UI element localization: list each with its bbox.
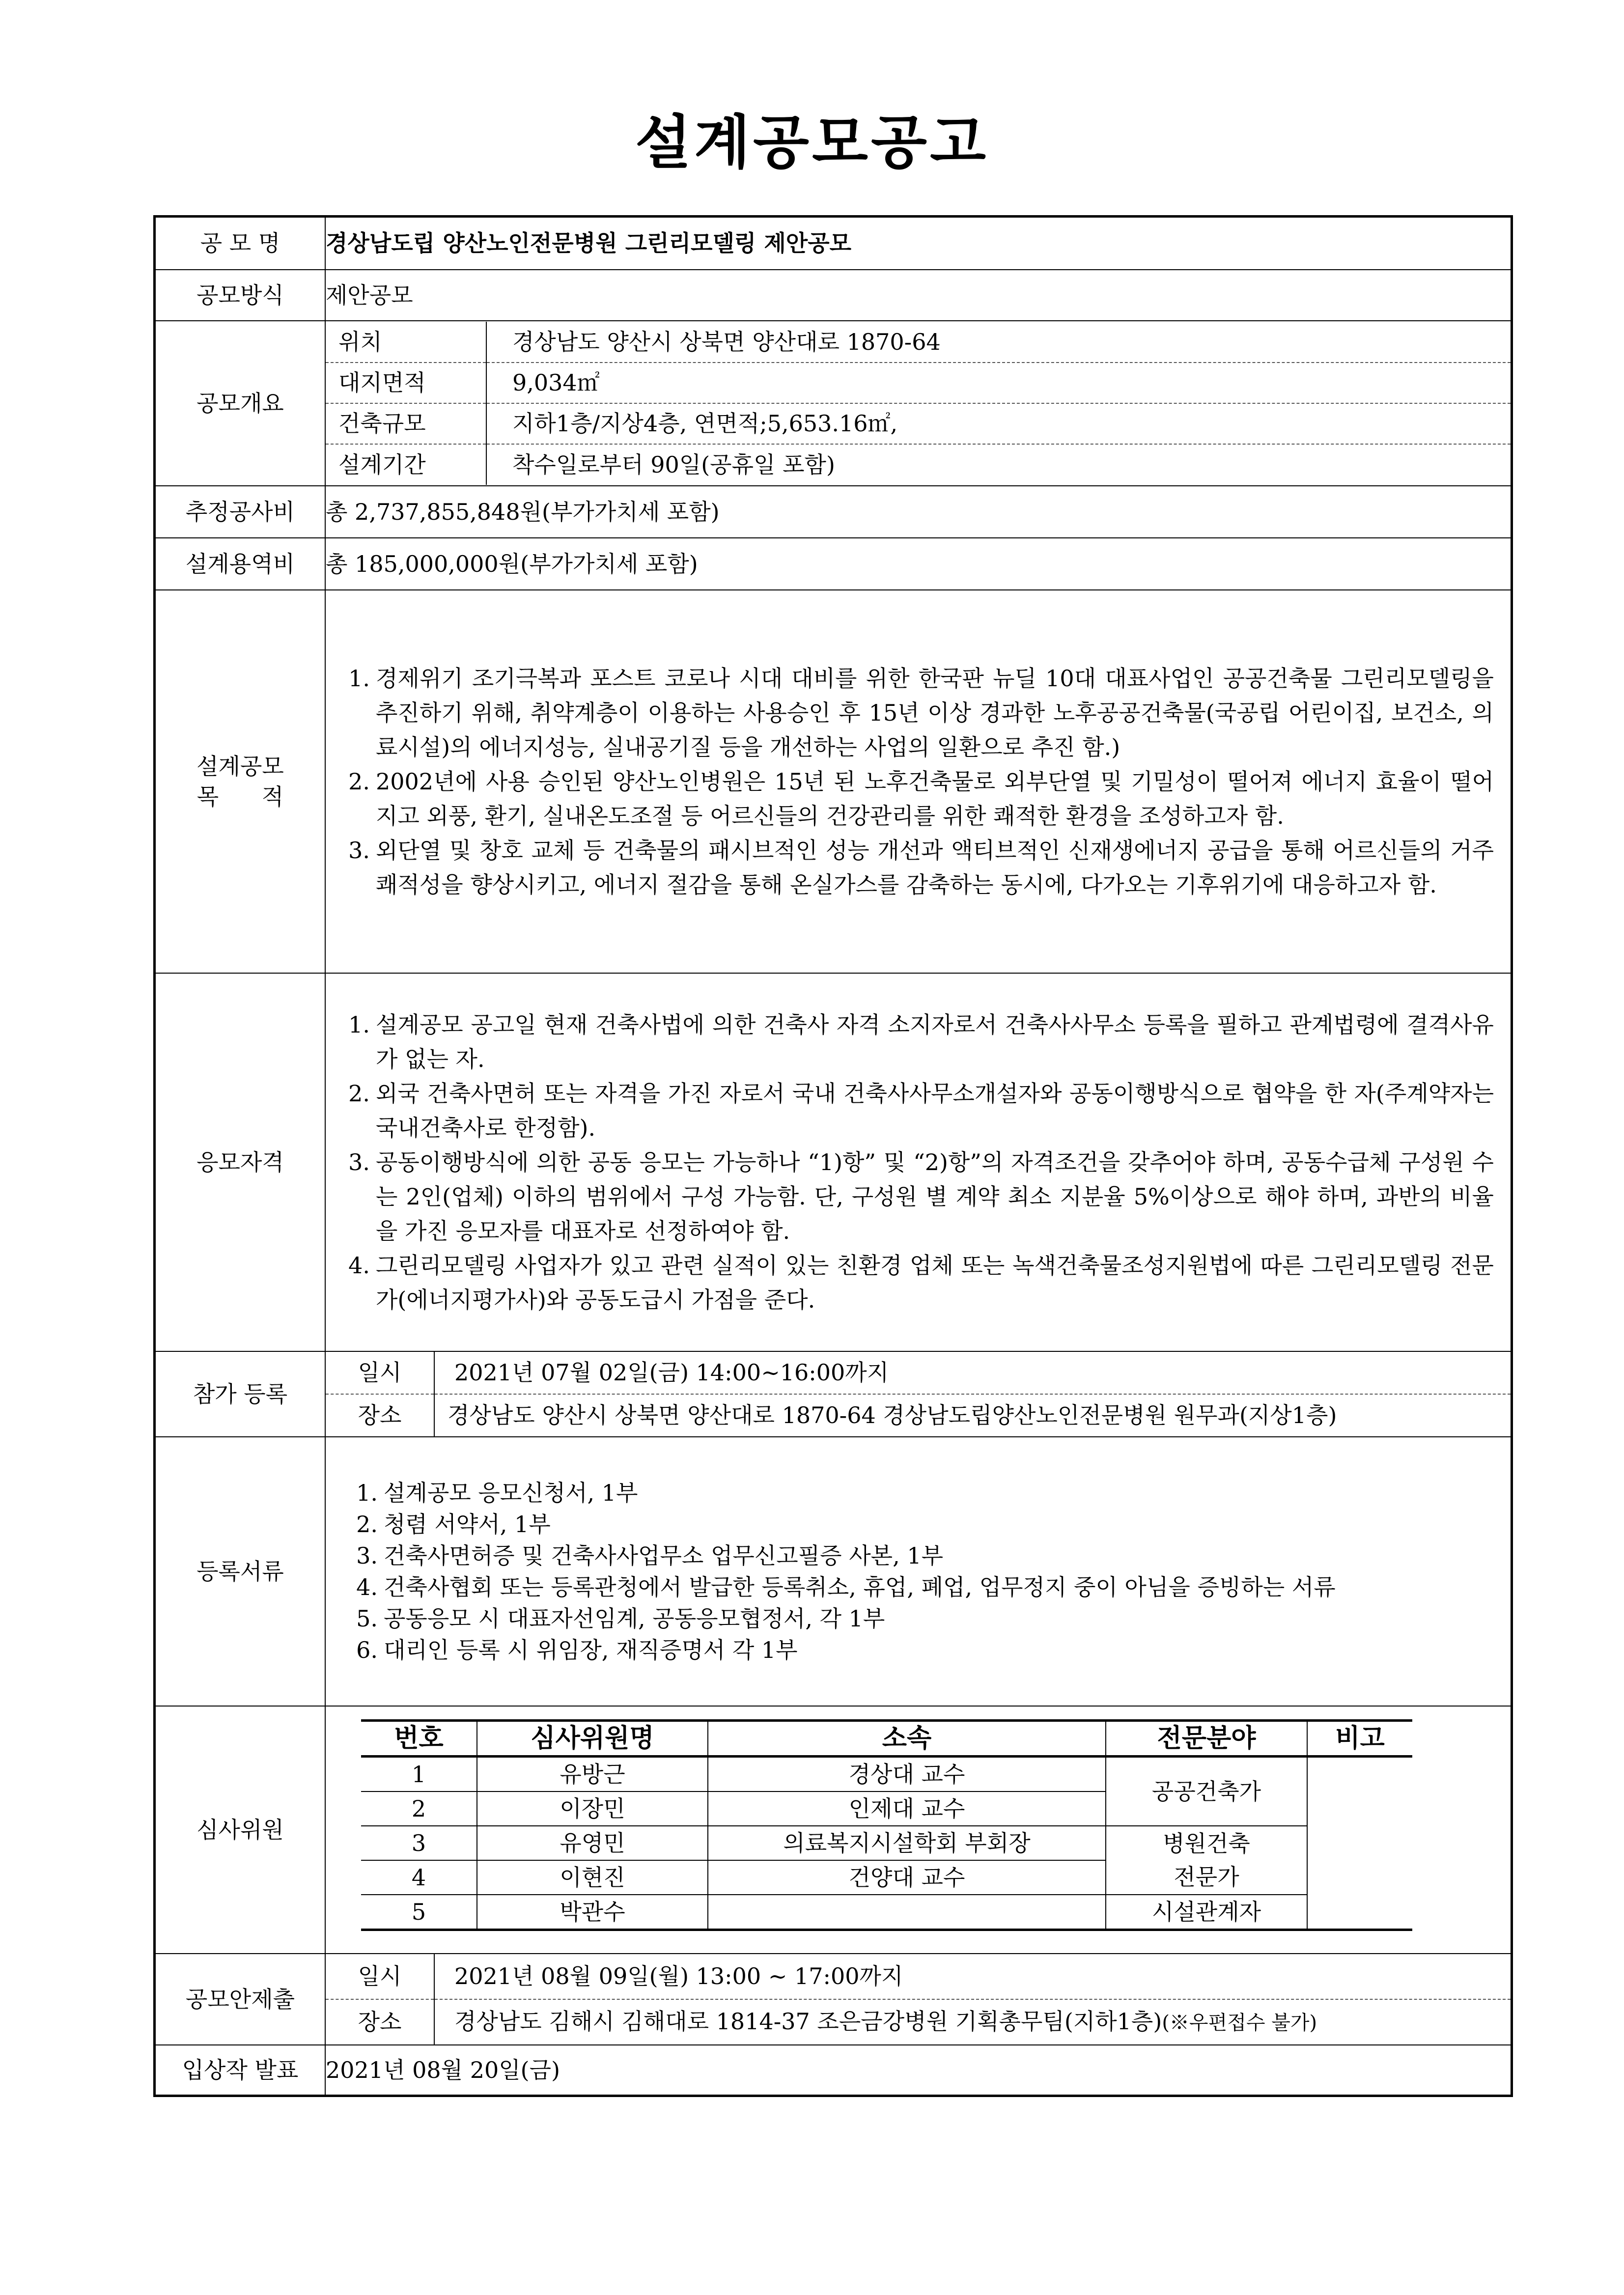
purpose-cell — [325, 590, 1512, 973]
list-item: 1. 경제위기 조기극복과 포스트 코로나 시대 대비를 위한 한국판 뉴딜 10대 대표사업인 공공건축물 그린리모델링을 추진하기 위해, 취약계층이 이용하는 사용승인 후 15년 이상 경과한 노후공공건축물(국공립 어린이집, 보건소, 의료시설)의 에너지성능, 실내공기질 등을 개선하는 사업의 일환으로 추진 함.) — [348, 665, 1494, 760]
row-registration — [155, 1351, 1512, 1437]
value-fee: 총 185,000,000원(부가가치세 포함) — [325, 538, 1512, 590]
remarks-cell — [1307, 1756, 1412, 1930]
row-judges — [155, 1706, 1512, 1954]
registration-place: 경상남도 양산시 상북면 양산대로 1870-64 경상남도립양산노인전문병원 원무과(지상1층) — [434, 1394, 1511, 1436]
submission-place-key: 장소 — [326, 1999, 434, 2044]
submission-date-key: 일시 — [326, 1954, 434, 1999]
overview-key: 위치 — [326, 322, 486, 363]
list-item: 2. 청렴 서약서, 1부 — [356, 1511, 551, 1538]
registration-date: 2021년 07월 02일(금) 14:00∼16:00까지 — [454, 1359, 889, 1386]
field-public: 공공건축가 — [1106, 1756, 1307, 1826]
purpose-list — [326, 654, 1511, 909]
label-overview: 공모개요 — [155, 321, 326, 486]
list-item: 3. 외단열 및 창호 교체 등 건축물의 패시브적인 성능 개선과 액티브적인 신재생에너지 공급을 통해 어르신들의 거주 쾌적성을 향상시키고, 에너지 절감을 통해 온실가스를 감축하는 동시에, 다가오는 기후위기에 대응하고자 함. — [348, 837, 1494, 898]
judges-header: 비고 — [1307, 1720, 1412, 1756]
label-purpose-line1: 설계공모 — [196, 753, 284, 780]
label-name: 공 모 명 — [155, 217, 326, 270]
row-purpose — [155, 590, 1512, 973]
row-cost — [155, 486, 1512, 538]
list-item: 4. 그린리모델링 사업자가 있고 관련 실적이 있는 친환경 업체 또는 녹색건축물조성지원법에 따른 그린리모델링 전문가(에너지평가사)와 공동도급시 가점을 준다. — [348, 1252, 1494, 1313]
label-submission: 공모안제출 — [155, 1954, 326, 2045]
row-submission — [155, 1954, 1512, 2045]
value-method: 제안공모 — [325, 270, 1512, 321]
table-row: 1 유방근 경상대 교수 공공건축가 — [361, 1756, 1412, 1791]
value-cost: 총 2,737,855,848원(부가가치세 포함) — [325, 486, 1512, 538]
list-item: 1. 설계공모 공고일 현재 건축사법에 의한 건축사 자격 소지자로서 건축사사무소 등록을 필하고 관계법령에 결격사유가 없는 자. — [348, 1011, 1494, 1072]
label-judges: 심사위원 — [155, 1706, 326, 1954]
judges-header: 소속 — [708, 1720, 1106, 1756]
value-announcement: 2021년 08월 20일(금) — [325, 2045, 1512, 2096]
field-facility: 시설관계자 — [1106, 1895, 1307, 1930]
submission-place: 경상남도 김해시 김해대로 1814-37 조은금강병원 기획총무팀(지하1층) — [454, 2008, 1162, 2035]
row-documents — [155, 1437, 1512, 1706]
documents-list — [326, 1472, 1511, 1671]
row-method — [155, 270, 1512, 321]
overview-row — [326, 322, 1511, 363]
judges-header: 번호 — [361, 1720, 477, 1756]
table-row: 5 박관수 시설관계자 — [361, 1895, 1412, 1930]
document-title: 설계공모공고 — [635, 108, 989, 176]
overview-value: 9,034㎡ — [486, 363, 1511, 403]
table-row: 2 이장민 인제대 교수 — [361, 1791, 1412, 1826]
table-row: 3 유영민 의료복지시설학회 부회장 병원건축 전문가 — [361, 1826, 1412, 1860]
overview-table — [326, 322, 1511, 485]
list-item: 1. 설계공모 응모신청서, 1부 — [356, 1479, 638, 1506]
documents-cell — [325, 1437, 1512, 1706]
overview-value: 착수일로부터 90일(공휴일 포함) — [486, 444, 1511, 485]
overview-key: 건축규모 — [326, 403, 486, 444]
row-announcement — [155, 2045, 1512, 2096]
field-hospital: 병원건축 전문가 — [1106, 1826, 1307, 1895]
overview-key: 대지면적 — [326, 363, 486, 403]
qualification-cell — [325, 973, 1512, 1351]
row-name — [155, 217, 1512, 270]
overview-value: 지하1층/지상4층, 연면적;5,653.16㎡, — [486, 403, 1511, 444]
value-name: 경상남도립 양산노인전문병원 그린리모델링 제안공모 — [325, 217, 1512, 270]
submission-place-note: (※우편접수 불가) — [1162, 2011, 1317, 2034]
overview-value: 경상남도 양산시 상북면 양산대로 1870-64 — [512, 328, 941, 355]
row-fee — [155, 538, 1512, 590]
row-overview — [155, 321, 1512, 486]
overview-row — [326, 363, 1511, 403]
table-row: 4 이현진 건양대 교수 — [361, 1860, 1412, 1895]
registration-date-key: 일시 — [326, 1352, 434, 1394]
qualification-list — [326, 1001, 1511, 1324]
judges-cell — [325, 1706, 1512, 1954]
submission-place-cell — [434, 1999, 1511, 2044]
overview-cell — [325, 321, 1512, 486]
row-qualification — [155, 973, 1512, 1351]
judges-header: 심사위원명 — [477, 1720, 708, 1756]
overview-row — [326, 444, 1511, 485]
submission-cell — [325, 1954, 1512, 2045]
label-qualification: 응모자격 — [155, 973, 326, 1351]
label-documents: 등록서류 — [155, 1437, 326, 1706]
notice-table — [153, 215, 1513, 2097]
label-announcement: 입상작 발표 — [155, 2045, 326, 2096]
label-registration: 참가 등록 — [155, 1351, 326, 1437]
list-item: 2. 2002년에 사용 승인된 양산노인병원은 15년 된 노후건축물로 외부단열 및 기밀성이 떨어져 에너지 효율이 떨어지고 외풍, 환기, 실내온도조절 등 어르신들의 건강관리를 위한 쾌적한 환경을 조성하고자 함. — [348, 768, 1494, 829]
list-item: 3. 공동이행방식에 의한 공동 응모는 가능하나 “1)항” 및 “2)항”의 자격조건을 갖추어야 하며, 공동수급체 구성원 수는 2인(업체) 이하의 범위에서 구성 가능함. 단, 구성원 별 계약 최소 지분율 5%이상으로 해야 하며, 과반의 비율을 가진 응모자를 대표자로 선정하여야 함. — [348, 1148, 1494, 1244]
overview-key: 설계기간 — [326, 444, 486, 485]
label-cost: 추정공사비 — [155, 486, 326, 538]
label-fee: 설계용역비 — [155, 538, 326, 590]
label-purpose-line2: 목 적 — [196, 783, 284, 810]
submission-table — [326, 1954, 1511, 2044]
list-item: 3. 건축사면허증 및 건축사사업무소 업무신고필증 사본, 1부 — [356, 1542, 944, 1569]
label-method: 공모방식 — [155, 270, 326, 321]
list-item: 6. 대리인 등록 시 위임장, 재직증명서 각 1부 — [356, 1636, 798, 1663]
list-item: 2. 외국 건축사면허 또는 자격을 가진 자로서 국내 건축사사무소개설자와 공동이행방식으로 협약을 한 자(주계약자는 국내건축사로 한정함). — [348, 1080, 1494, 1141]
registration-cell — [325, 1351, 1512, 1437]
overview-row — [326, 403, 1511, 444]
submission-date: 2021년 08월 09일(월) 13:00 ∼ 17:00까지 — [454, 1963, 903, 1989]
judges-table — [361, 1719, 1412, 1931]
list-item: 5. 공동응모 시 대표자선임계, 공동응모협정서, 각 1부 — [356, 1605, 885, 1632]
label-purpose — [155, 590, 326, 973]
registration-table — [326, 1352, 1511, 1436]
list-item: 4. 건축사협회 또는 등록관청에서 발급한 등록취소, 휴업, 폐업, 업무정지 중이 아님을 증빙하는 서류 — [356, 1573, 1336, 1600]
judges-header: 전문분야 — [1106, 1720, 1307, 1756]
registration-place-key: 장소 — [326, 1394, 434, 1436]
